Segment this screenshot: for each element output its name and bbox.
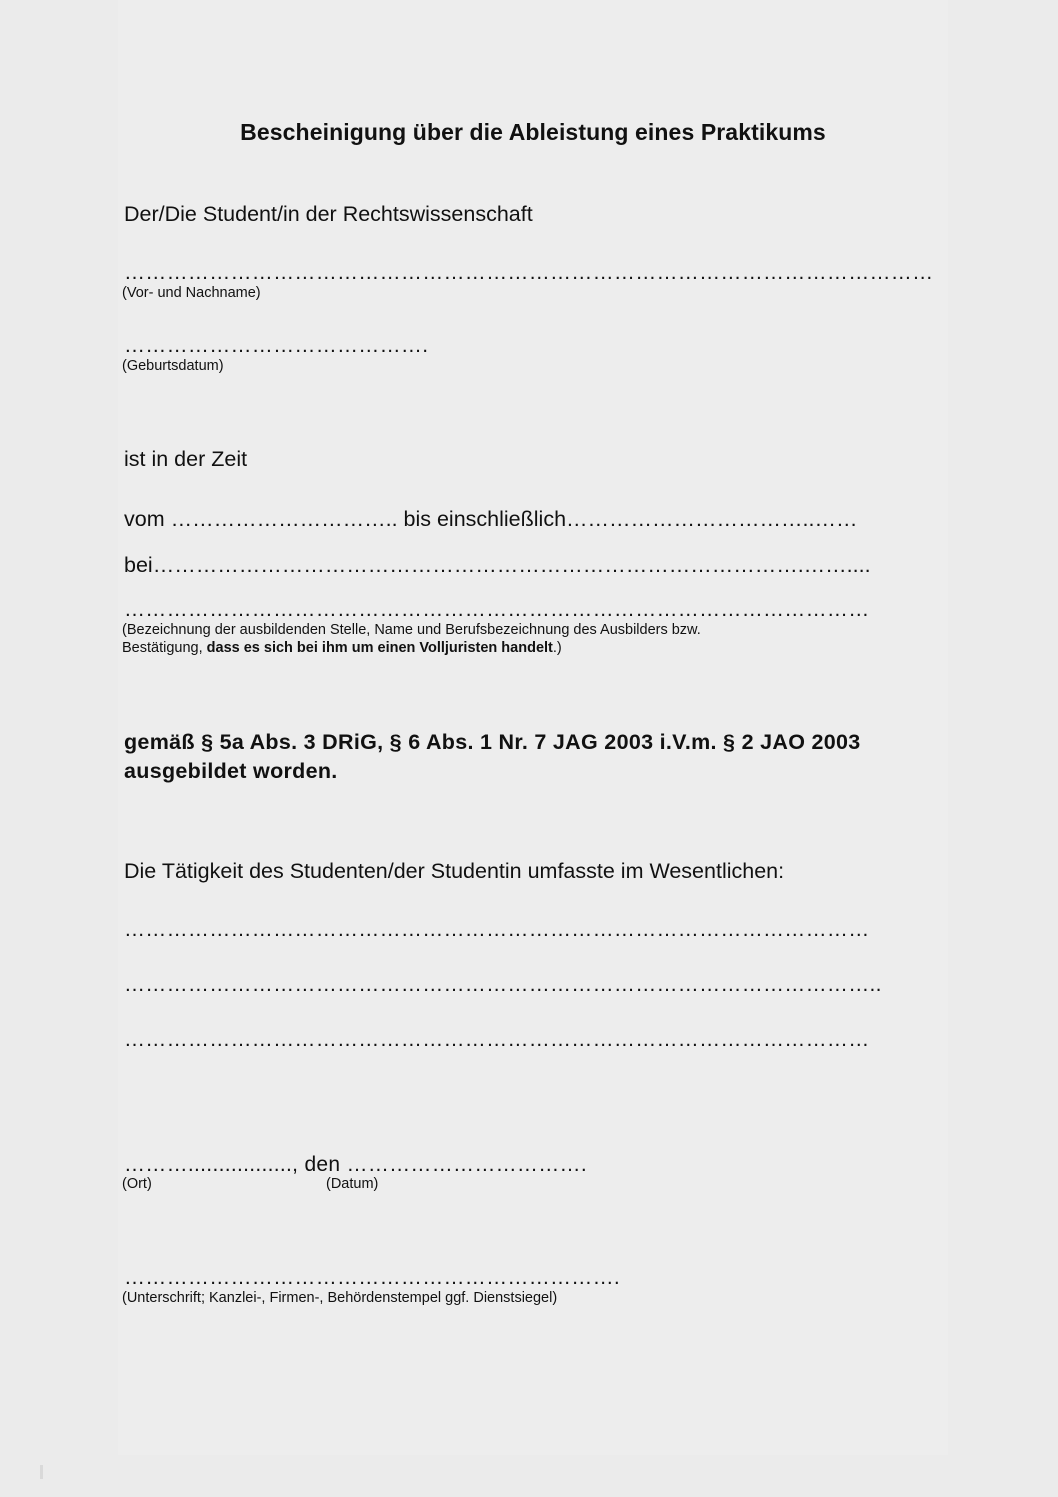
- name-field-line[interactable]: ……………………………………………………………………………………………………: [124, 260, 934, 284]
- place-caption: (Ort): [122, 1176, 152, 1193]
- employer-caption-line-2: [118, 639, 948, 657]
- period-heading: ist in der Zeit: [124, 447, 248, 472]
- employer-field-line[interactable]: bei……………………………………………………………………………….……....: [124, 553, 871, 578]
- employer-field-line-2[interactable]: ……………………………………………………………………………………………: [124, 598, 870, 622]
- activity-line-2[interactable]: ……………………………………………………………………………………………..: [124, 973, 882, 996]
- document-content: [118, 100, 948, 1308]
- signature-line[interactable]: …………………………………………………………….: [124, 1266, 621, 1290]
- signature-caption: (Unterschrift; Kanzlei-, Firmen-, Behördenstempel ggf. Dienstsiegel): [122, 1290, 558, 1307]
- legal-basis-paragraph: gemäß § 5a Abs. 3 DRiG, § 6 Abs. 1 Nr. 7 JAG 2003 i.V.m. § 2 JAO 2003 ausgebildet worden.: [124, 729, 861, 784]
- activity-heading: Die Tätigkeit des Studenten/der Studentin umfasste im Wesentlichen:: [124, 858, 785, 883]
- page-title: Bescheinigung über die Ableistung eines Praktikums: [240, 119, 826, 145]
- employer-caption-end: .): [552, 640, 562, 657]
- employer-caption-bold: dass es sich bei ihm um einen Volljuristen handelt: [206, 640, 553, 657]
- intro-text: Der/Die Student/in der Rechtswissenschaft: [124, 201, 533, 226]
- name-field-caption: (Vor- und Nachname): [122, 285, 261, 301]
- period-field-line[interactable]: vom ………………………….. bis einschließlich……………………………..……: [124, 507, 858, 532]
- place-date-line[interactable]: ………................., den …………………………….: [124, 1153, 587, 1177]
- activity-line-1[interactable]: ……………………………………………………………………………………………: [124, 917, 870, 941]
- date-caption: (Datum): [326, 1176, 379, 1193]
- birthdate-field-caption: (Geburtsdatum): [122, 358, 224, 375]
- activity-line-3[interactable]: ……………………………………………………………………………………………: [124, 1028, 870, 1052]
- place-date-captions: [118, 1176, 948, 1196]
- employer-caption-normal: Bestätigung,: [122, 640, 207, 657]
- employer-caption-line-1: (Bezeichnung der ausbildenden Stelle, Name und Berufsbezeichnung des Ausbilders bzw.: [122, 622, 701, 639]
- page-edge-mark: [40, 1465, 43, 1479]
- birthdate-field-line[interactable]: …………………………………….: [124, 334, 429, 358]
